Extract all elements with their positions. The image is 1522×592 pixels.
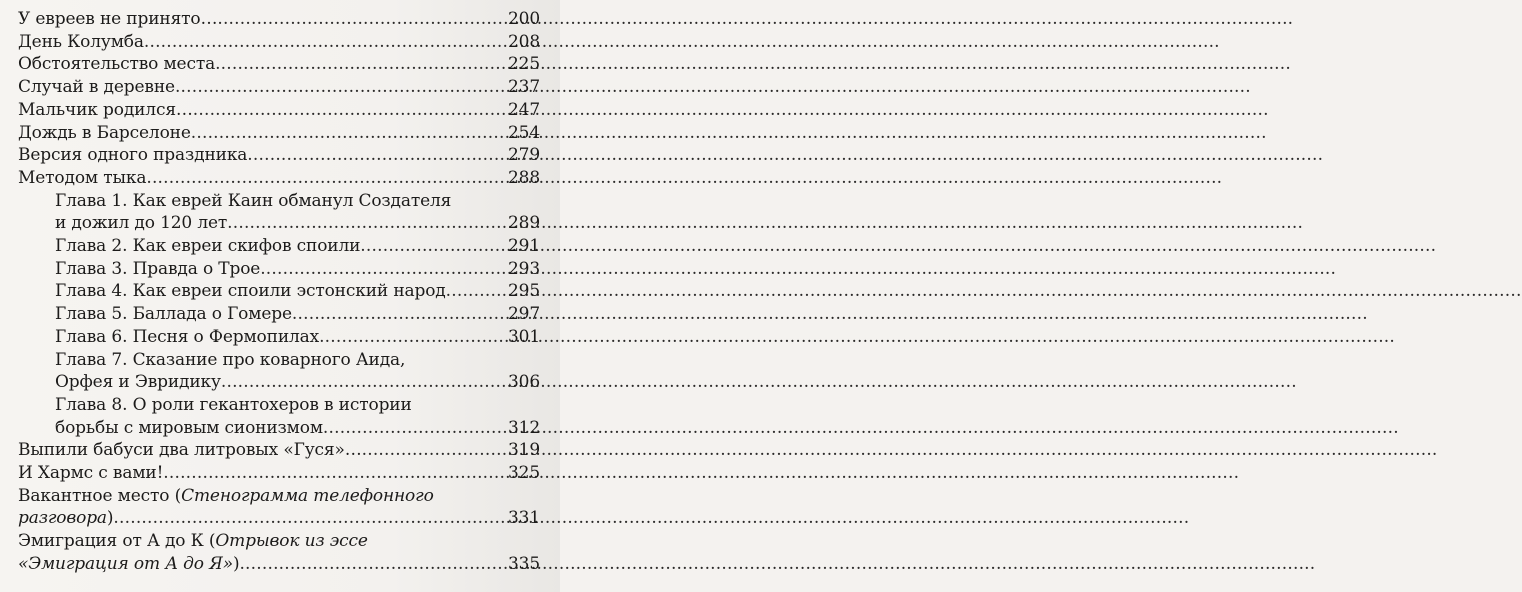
dot-leader — [163, 462, 507, 485]
toc-page-number: 279 — [508, 145, 540, 166]
toc-title-italic: Отрывок из эссе — [215, 531, 368, 552]
toc-entry-title-line2 — [18, 507, 113, 530]
toc-entry-title: Обстоятельство места — [18, 54, 216, 75]
toc-title-plain: Вакантное место ( — [18, 485, 182, 506]
toc-entry-title-line1: Глава 1. Как еврей Каин обманул Создателя — [55, 190, 452, 211]
toc-entry-title-line1: Глава 7. Сказание про коварного Аида, — [55, 349, 406, 370]
dot-leader — [227, 212, 507, 235]
toc-entry-title: Глава 5. Баллада о Гомере — [55, 304, 292, 325]
dot-leader — [446, 280, 507, 303]
dot-leader — [144, 31, 507, 54]
toc-page-number: 291 — [508, 236, 540, 257]
toc-entry-title: Глава 3. Правда о Трое — [55, 258, 261, 279]
toc-entry — [18, 99, 540, 122]
toc-page-number: 325 — [508, 463, 540, 484]
toc-page-number: 319 — [508, 440, 540, 461]
toc-entry — [18, 31, 540, 54]
dot-leader — [217, 8, 507, 31]
toc-entry — [18, 53, 540, 76]
toc-entry-title: Версия одного праздника — [18, 145, 248, 166]
dot-leader — [360, 235, 507, 258]
dot-leader — [260, 258, 507, 281]
toc-entry-title-line2: борьбы с мировым сионизмом — [55, 417, 323, 438]
toc-title-plain: ) — [232, 553, 240, 574]
book-page — [0, 0, 560, 592]
toc-entry-title-line1: Глава 8. О роли гекантохеров в истории — [55, 394, 412, 415]
toc-entry-title: Глава 2. Как евреи скифов споили — [55, 236, 361, 257]
dot-leader — [193, 99, 507, 122]
toc-page-number: 289 — [508, 213, 540, 234]
toc-entry-title-line2: и дожил до 120 лет — [55, 213, 228, 234]
toc-subentry — [18, 190, 540, 235]
toc-entry — [18, 144, 540, 167]
toc-page-number: 293 — [508, 258, 540, 279]
toc-entry-title: У евреев не принято… — [18, 9, 218, 29]
toc-entry-title-line2: Орфея и Эвридику — [55, 372, 221, 393]
toc-entry-title: Дождь в Барселоне — [18, 122, 191, 143]
toc-page-number: 335 — [508, 553, 540, 574]
toc-entry — [18, 462, 540, 485]
toc-entry-title: Методом тыка — [18, 167, 147, 188]
toc-entry-title: День Колумба — [18, 31, 144, 52]
toc-entry-title-line1 — [18, 485, 540, 508]
dot-leader — [239, 553, 507, 576]
toc-title-italic: «Эмиграция от А до Я» — [18, 553, 233, 574]
toc-page-number: 297 — [508, 304, 540, 325]
toc-subentry — [18, 280, 540, 303]
toc-page-number: 306 — [508, 372, 540, 393]
toc-entry-title: Выпили бабуси два литровых «Гуся»… — [18, 440, 362, 461]
toc-entry-title: Случай в деревне — [18, 77, 175, 98]
toc-page-number: 295 — [508, 281, 540, 302]
toc-title-plain: ) — [106, 508, 114, 529]
toc-entry-title-line2 — [18, 553, 239, 576]
toc-title-italic: Стенограмма телефонного — [181, 485, 434, 506]
toc-page-number: 288 — [508, 167, 540, 188]
toc-page-number: 301 — [508, 326, 540, 347]
dot-leader — [292, 303, 507, 326]
dot-leader — [113, 507, 507, 530]
toc-page-number: 237 — [508, 77, 540, 98]
toc-page-number: 208 — [508, 31, 540, 52]
toc-subentry — [18, 303, 540, 326]
toc-page-number: 200 — [508, 9, 540, 29]
dot-leader — [215, 53, 507, 76]
toc-subentry — [18, 349, 540, 394]
toc-title-plain: Эмиграция от А до К ( — [18, 531, 216, 552]
toc-entry-title: Мальчик родился… — [18, 99, 193, 120]
dot-leader — [362, 439, 507, 462]
dot-leader — [146, 167, 507, 190]
dot-leader — [247, 144, 507, 167]
toc-entry — [18, 167, 540, 190]
toc-subentry — [18, 326, 540, 349]
toc-title-italic: разговора — [18, 508, 107, 529]
toc-subentry — [18, 394, 540, 439]
dot-leader — [175, 76, 507, 99]
toc-page-number: 312 — [508, 417, 540, 438]
dot-leader — [319, 326, 507, 349]
dot-leader — [221, 371, 507, 394]
toc-entry — [18, 122, 540, 145]
toc-page-number: 331 — [508, 508, 540, 529]
dot-leader — [323, 417, 507, 440]
toc-subentry — [18, 235, 540, 258]
toc-entry-title: Глава 4. Как евреи споили эстонский народ — [55, 281, 446, 302]
toc-page-number: 225 — [508, 54, 540, 75]
dot-leader — [191, 122, 507, 145]
toc-page-number: 254 — [508, 122, 540, 143]
toc-page-number: 247 — [508, 99, 540, 120]
toc-subentry — [18, 258, 540, 281]
toc-entry-title-line1 — [18, 530, 540, 553]
toc-entry — [18, 530, 540, 575]
table-of-contents — [18, 8, 540, 576]
toc-entry-title: И Хармс с вами! — [18, 463, 164, 484]
toc-entry — [18, 485, 540, 530]
toc-entry — [18, 439, 540, 462]
toc-entry — [18, 8, 540, 31]
toc-entry — [18, 76, 540, 99]
toc-entry-title: Глава 6. Песня о Фермопилах — [55, 326, 320, 347]
